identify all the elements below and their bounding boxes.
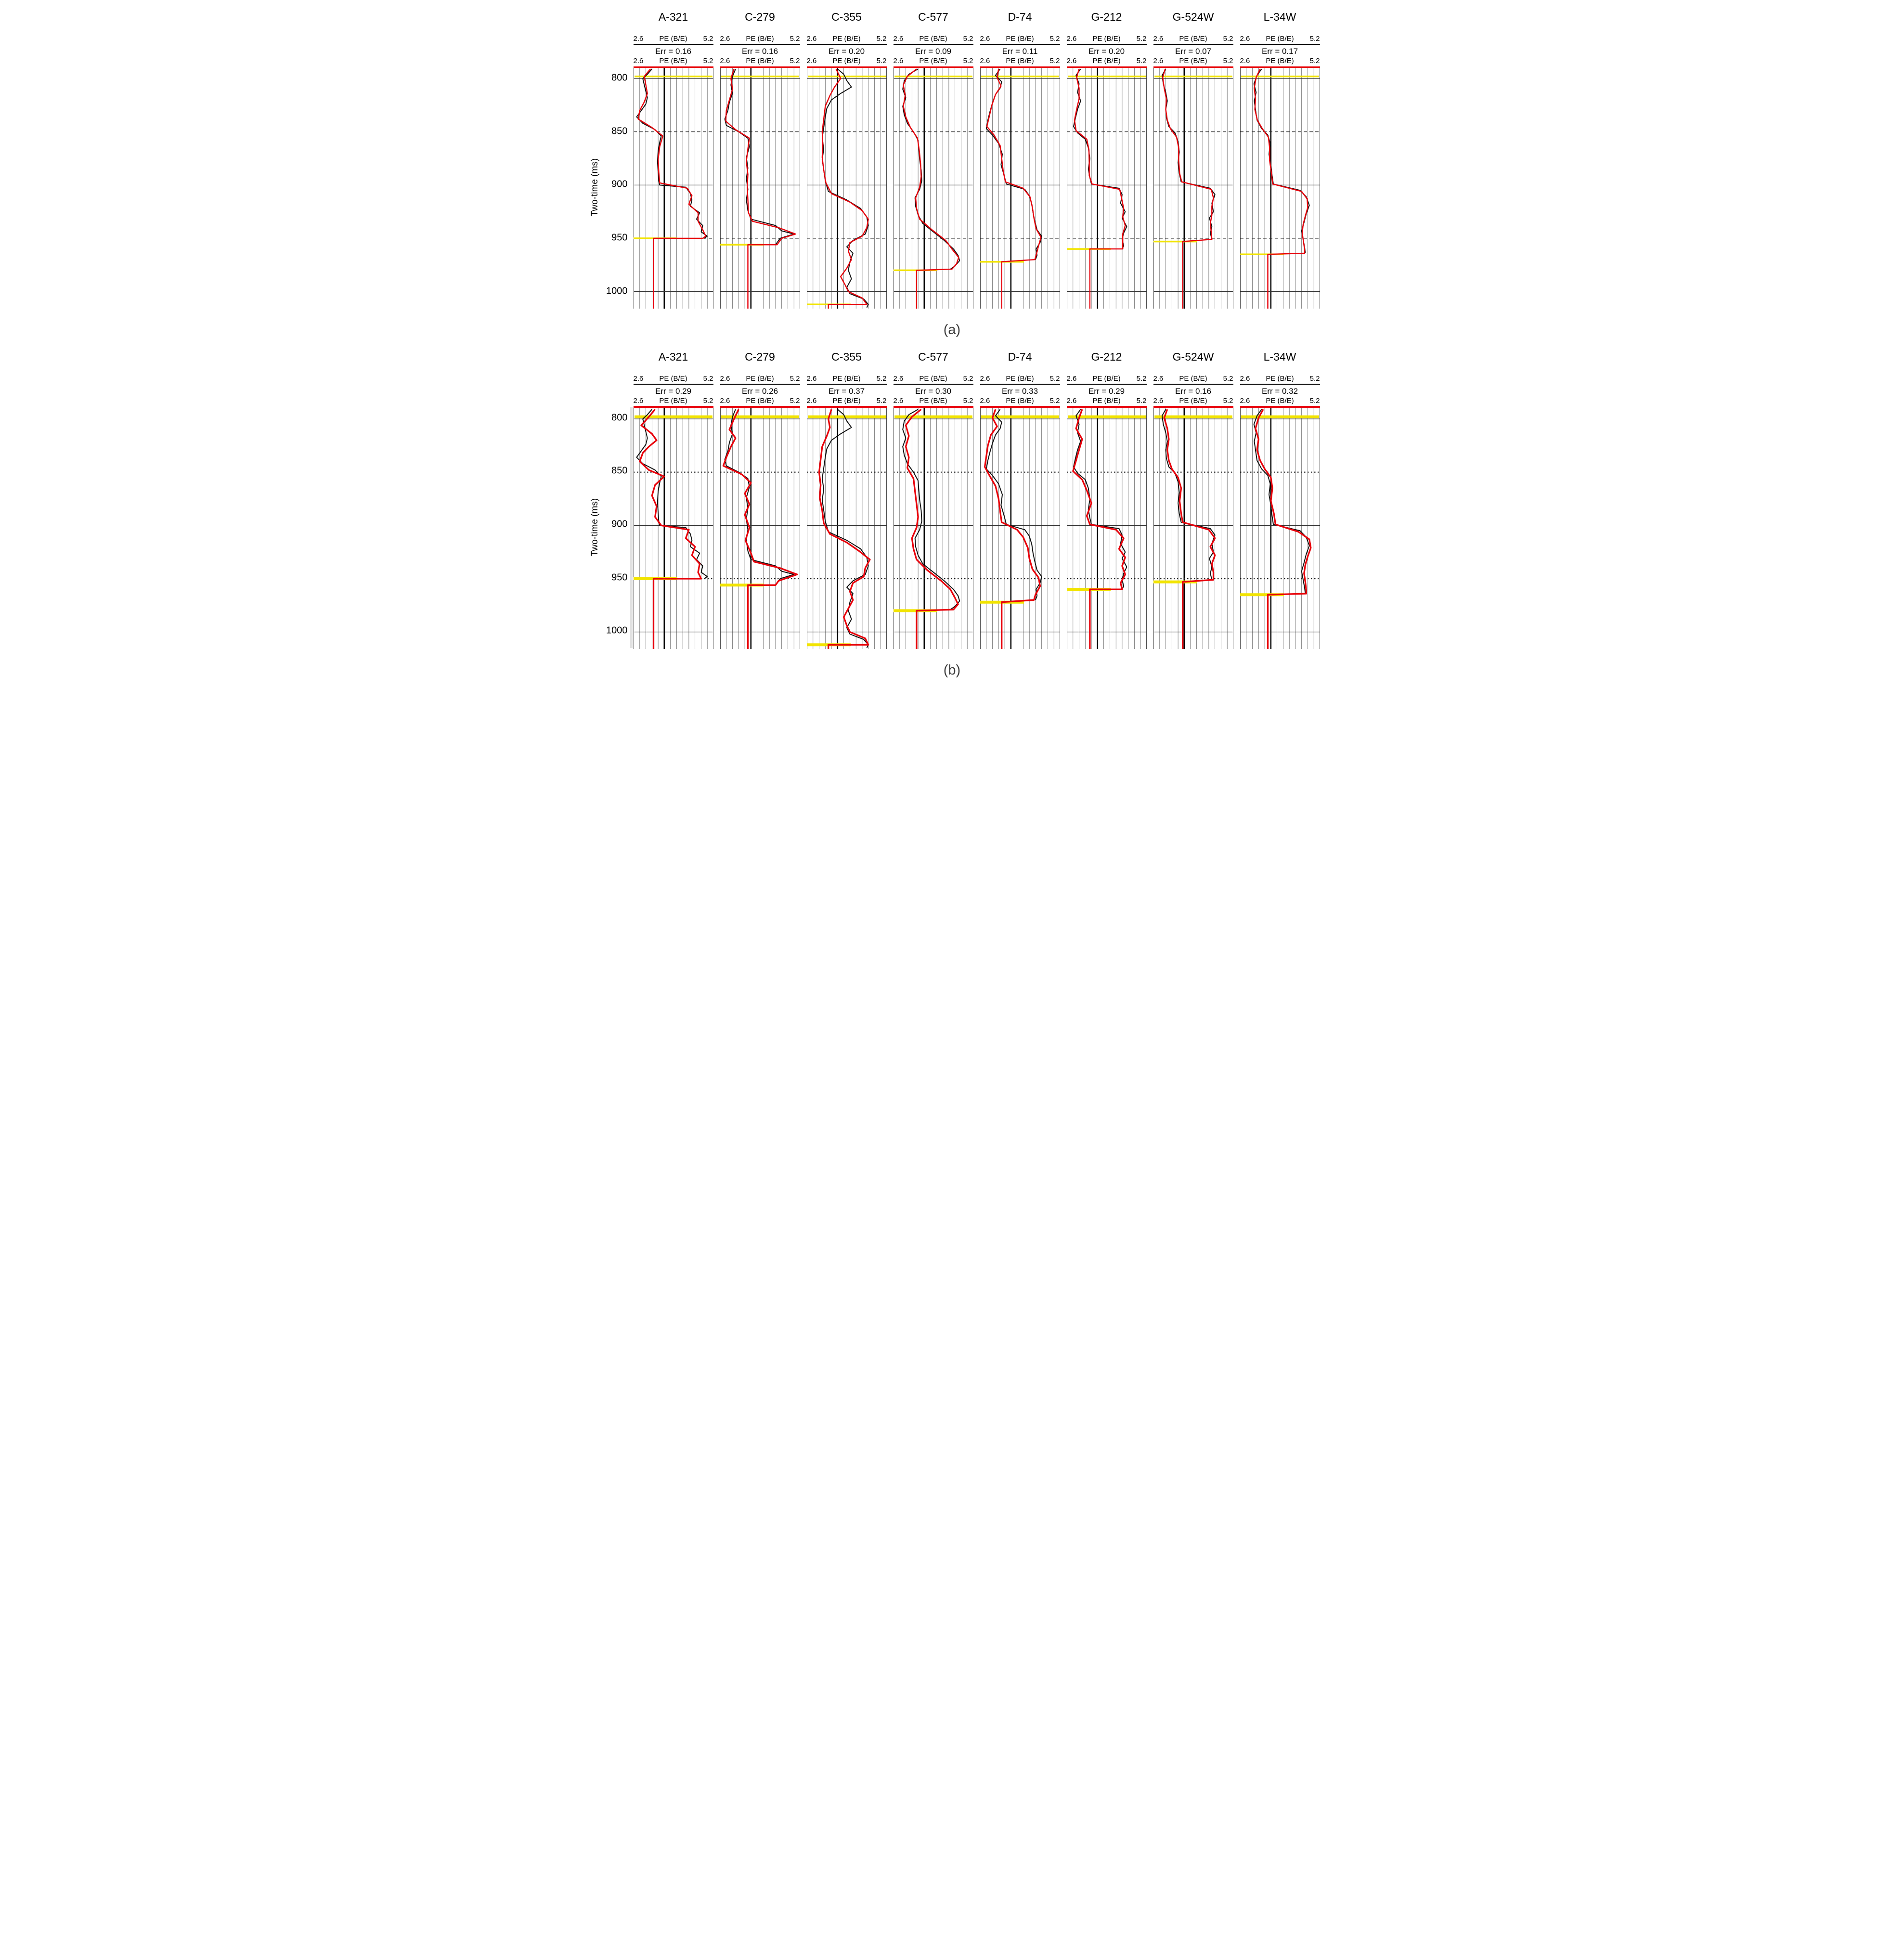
scale-title: PE (B/E) xyxy=(919,57,947,65)
log-plot xyxy=(1153,68,1233,309)
y-axis-title: Two-time (ms) xyxy=(589,158,600,217)
scale-max-label: 5.2 xyxy=(1223,374,1233,383)
predicted-curve xyxy=(984,409,1040,649)
predicted-curve xyxy=(1073,409,1125,649)
scale-min-label: 2.6 xyxy=(806,396,817,405)
well-name: G-212 xyxy=(1091,11,1122,23)
scale-max-label: 5.2 xyxy=(1049,35,1060,43)
log-plot xyxy=(980,408,1060,649)
log-plot xyxy=(807,408,887,649)
scale-max-label: 5.2 xyxy=(1049,57,1060,65)
log-plot xyxy=(1067,408,1147,649)
scale-max-label: 5.2 xyxy=(963,35,973,43)
predicted-curve xyxy=(1254,69,1308,309)
error-label: Err = 0.33 xyxy=(1001,386,1038,396)
scale-min-label: 2.6 xyxy=(806,374,817,383)
log-plot xyxy=(720,408,800,649)
scale-min-label: 2.6 xyxy=(720,35,730,43)
scale-min-label: 2.6 xyxy=(980,57,990,65)
scale-max-label: 5.2 xyxy=(790,396,800,405)
scale-title: PE (B/E) xyxy=(919,374,947,383)
scale-row-top xyxy=(1240,375,1320,385)
well-track-A-321 xyxy=(634,349,713,649)
header-spacer xyxy=(720,25,800,35)
scale-min-label: 2.6 xyxy=(633,374,644,383)
scale-max-label: 5.2 xyxy=(703,57,713,65)
scale-title: PE (B/E) xyxy=(832,57,861,65)
header-spacer xyxy=(894,25,973,35)
y-tick-900: 900 xyxy=(611,179,628,190)
scale-max-label: 5.2 xyxy=(1136,35,1147,43)
scale-row-bottom xyxy=(980,397,1060,408)
scale-row-bottom xyxy=(1153,57,1233,67)
scale-title: PE (B/E) xyxy=(659,35,687,43)
scale-title: PE (B/E) xyxy=(659,57,687,65)
well-track-C-577 xyxy=(894,349,973,649)
well-track-G-524W xyxy=(1153,9,1233,309)
scale-min-label: 2.6 xyxy=(1066,396,1077,405)
log-plot xyxy=(634,68,713,309)
error-label: Err = 0.29 xyxy=(655,386,692,396)
scale-title: PE (B/E) xyxy=(746,396,774,405)
scale-row-bottom xyxy=(720,397,800,408)
scale-max-label: 5.2 xyxy=(790,374,800,383)
scale-max-label: 5.2 xyxy=(790,35,800,43)
predicted-curve xyxy=(906,409,958,649)
scale-row-bottom xyxy=(1067,397,1147,408)
well-name: L-34W xyxy=(1263,350,1296,363)
scale-min-label: 2.6 xyxy=(1240,35,1250,43)
well-track-C-577 xyxy=(894,9,973,309)
scale-title: PE (B/E) xyxy=(919,35,947,43)
scale-max-label: 5.2 xyxy=(876,396,887,405)
scale-min-label: 2.6 xyxy=(1066,57,1077,65)
error-label: Err = 0.30 xyxy=(915,386,952,396)
scale-min-label: 2.6 xyxy=(806,57,817,65)
well-name: D-74 xyxy=(1008,350,1032,363)
scale-title: PE (B/E) xyxy=(832,374,861,383)
header-spacer xyxy=(807,365,887,375)
header-spacer xyxy=(1153,25,1233,35)
well-track-G-524W xyxy=(1153,349,1233,649)
header-spacer xyxy=(980,25,1060,35)
scale-title: PE (B/E) xyxy=(1006,35,1034,43)
scale-min-label: 2.6 xyxy=(1066,374,1077,383)
scale-max-label: 5.2 xyxy=(963,57,973,65)
well-name: C-577 xyxy=(918,350,948,363)
header-spacer xyxy=(1240,25,1320,35)
scale-row-top xyxy=(634,35,713,45)
well-track-G-212 xyxy=(1067,349,1147,649)
error-label: Err = 0.07 xyxy=(1175,47,1212,56)
measured-curve xyxy=(1074,409,1127,589)
scale-min-label: 2.6 xyxy=(1240,374,1250,383)
measured-curve xyxy=(1254,409,1309,594)
log-plot xyxy=(1240,68,1320,309)
error-label: Err = 0.20 xyxy=(1088,47,1125,56)
scale-title: PE (B/E) xyxy=(1179,57,1207,65)
well-name: C-279 xyxy=(745,11,775,23)
scale-max-label: 5.2 xyxy=(1136,57,1147,65)
predicted-curve xyxy=(638,69,705,309)
well-name: G-524W xyxy=(1172,350,1214,363)
error-label: Err = 0.11 xyxy=(1002,47,1038,56)
scale-row-bottom xyxy=(807,397,887,408)
scale-min-label: 2.6 xyxy=(633,396,644,405)
scale-title: PE (B/E) xyxy=(919,396,947,405)
error-label: Err = 0.16 xyxy=(655,47,692,56)
error-label: Err = 0.32 xyxy=(1261,386,1298,396)
well-name: G-524W xyxy=(1172,11,1214,23)
log-plot xyxy=(894,408,973,649)
scale-row-bottom xyxy=(894,397,973,408)
scale-row-bottom xyxy=(1067,57,1147,67)
header-spacer xyxy=(894,365,973,375)
scale-title: PE (B/E) xyxy=(746,57,774,65)
panel-a xyxy=(577,9,1328,338)
scale-max-label: 5.2 xyxy=(876,374,887,383)
well-name: L-34W xyxy=(1263,11,1296,23)
scale-row-top xyxy=(1153,375,1233,385)
scale-row-bottom xyxy=(894,57,973,67)
scale-min-label: 2.6 xyxy=(720,374,730,383)
error-label: Err = 0.16 xyxy=(741,47,778,56)
well-track-D-74 xyxy=(980,9,1060,309)
log-plot xyxy=(980,68,1060,309)
measured-curve xyxy=(1074,69,1127,249)
predicted-curve xyxy=(987,69,1041,309)
y-tick-950: 950 xyxy=(611,232,628,243)
predicted-curve xyxy=(903,69,958,309)
y-tick-950: 950 xyxy=(611,572,628,583)
header-spacer xyxy=(980,365,1060,375)
log-plot xyxy=(807,68,887,309)
log-plot xyxy=(894,68,973,309)
scale-title: PE (B/E) xyxy=(1006,57,1034,65)
scale-row-bottom xyxy=(980,57,1060,67)
panel-b xyxy=(577,349,1328,679)
error-label: Err = 0.20 xyxy=(828,47,865,56)
y-tick-1000: 1000 xyxy=(606,625,628,636)
scale-row-top xyxy=(894,35,973,45)
scale-title: PE (B/E) xyxy=(1006,396,1034,405)
measured-curve xyxy=(725,69,794,245)
well-track-G-212 xyxy=(1067,9,1147,309)
scale-row-bottom xyxy=(1240,397,1320,408)
scale-row-top xyxy=(807,35,887,45)
well-track-L-34W xyxy=(1240,9,1320,309)
scale-title: PE (B/E) xyxy=(1266,396,1294,405)
scale-title: PE (B/E) xyxy=(659,396,687,405)
predicted-curve xyxy=(725,69,795,309)
scale-min-label: 2.6 xyxy=(980,35,990,43)
header-spacer xyxy=(1153,365,1233,375)
scale-min-label: 2.6 xyxy=(1066,35,1077,43)
scale-row-top xyxy=(980,375,1060,385)
scale-row-top xyxy=(720,375,800,385)
y-tick-800: 800 xyxy=(611,72,628,83)
scale-max-label: 5.2 xyxy=(876,35,887,43)
log-plot xyxy=(1067,68,1147,309)
scale-min-label: 2.6 xyxy=(980,374,990,383)
well-track-A-321 xyxy=(634,9,713,309)
scale-row-top xyxy=(1067,35,1147,45)
error-label: Err = 0.16 xyxy=(1175,386,1212,396)
scale-min-label: 2.6 xyxy=(1153,374,1164,383)
scale-row-bottom xyxy=(634,397,713,408)
scale-row-top xyxy=(894,375,973,385)
tracks-panel-b xyxy=(634,349,1320,649)
scale-max-label: 5.2 xyxy=(963,374,973,383)
log-plot xyxy=(1153,408,1233,649)
well-name: A-321 xyxy=(658,11,688,23)
scale-min-label: 2.6 xyxy=(633,35,644,43)
panel-a-caption: (a) xyxy=(943,322,961,337)
measured-curve xyxy=(1254,69,1309,253)
figure xyxy=(573,0,1332,703)
log-plot xyxy=(720,68,800,309)
y-axis-a xyxy=(577,9,634,308)
scale-max-label: 5.2 xyxy=(876,57,887,65)
well-name: C-279 xyxy=(745,350,775,363)
log-plot xyxy=(1240,408,1320,649)
header-spacer xyxy=(1067,365,1147,375)
scale-title: PE (B/E) xyxy=(1092,396,1121,405)
scale-max-label: 5.2 xyxy=(1049,396,1060,405)
scale-row-top xyxy=(1067,375,1147,385)
scale-max-label: 5.2 xyxy=(703,35,713,43)
scale-min-label: 2.6 xyxy=(893,374,904,383)
well-name: A-321 xyxy=(658,350,688,363)
error-label: Err = 0.17 xyxy=(1261,47,1298,56)
scale-min-label: 2.6 xyxy=(893,35,904,43)
scale-max-label: 5.2 xyxy=(1223,396,1233,405)
scale-row-top xyxy=(807,375,887,385)
scale-title: PE (B/E) xyxy=(746,35,774,43)
y-tick-850: 850 xyxy=(611,126,628,137)
scale-title: PE (B/E) xyxy=(1092,374,1121,383)
scale-max-label: 5.2 xyxy=(790,57,800,65)
scale-max-label: 5.2 xyxy=(1136,374,1147,383)
scale-title: PE (B/E) xyxy=(659,374,687,383)
scale-max-label: 5.2 xyxy=(1223,57,1233,65)
well-name: G-212 xyxy=(1091,350,1122,363)
scale-max-label: 5.2 xyxy=(1309,35,1320,43)
scale-title: PE (B/E) xyxy=(1092,35,1121,43)
well-track-C-355 xyxy=(807,9,887,309)
well-name: C-577 xyxy=(918,11,948,23)
scale-row-bottom xyxy=(807,57,887,67)
scale-title: PE (B/E) xyxy=(1266,57,1294,65)
scale-min-label: 2.6 xyxy=(1153,396,1164,405)
y-tick-1000: 1000 xyxy=(606,286,628,297)
scale-title: PE (B/E) xyxy=(1266,374,1294,383)
y-axis-b xyxy=(577,349,634,648)
predicted-curve xyxy=(1163,69,1213,309)
well-name: C-355 xyxy=(831,11,862,23)
y-tick-850: 850 xyxy=(611,465,628,476)
predicted-curve xyxy=(723,409,797,649)
header-spacer xyxy=(1067,25,1147,35)
scale-title: PE (B/E) xyxy=(1006,374,1034,383)
error-label: Err = 0.26 xyxy=(741,386,778,396)
measured-curve xyxy=(822,409,868,648)
scale-title: PE (B/E) xyxy=(746,374,774,383)
scale-row-top xyxy=(720,35,800,45)
scale-max-label: 5.2 xyxy=(1223,35,1233,43)
well-track-D-74 xyxy=(980,349,1060,649)
scale-min-label: 2.6 xyxy=(806,35,817,43)
header-spacer xyxy=(807,25,887,35)
measured-curve xyxy=(636,409,707,579)
well-name: D-74 xyxy=(1008,11,1032,23)
scale-min-label: 2.6 xyxy=(1153,35,1164,43)
scale-min-label: 2.6 xyxy=(893,396,904,405)
scale-max-label: 5.2 xyxy=(703,374,713,383)
scale-min-label: 2.6 xyxy=(633,57,644,65)
scale-max-label: 5.2 xyxy=(1309,57,1320,65)
header-spacer xyxy=(634,25,713,35)
well-track-L-34W xyxy=(1240,349,1320,649)
scale-row-bottom xyxy=(634,57,713,67)
error-label: Err = 0.29 xyxy=(1088,386,1125,396)
header-spacer xyxy=(1240,365,1320,375)
scale-max-label: 5.2 xyxy=(1309,396,1320,405)
scale-min-label: 2.6 xyxy=(1240,396,1250,405)
header-spacer xyxy=(720,365,800,375)
error-label: Err = 0.37 xyxy=(828,386,865,396)
scale-title: PE (B/E) xyxy=(1179,35,1207,43)
scale-row-top xyxy=(1240,35,1320,45)
scale-title: PE (B/E) xyxy=(832,396,861,405)
scale-title: PE (B/E) xyxy=(1179,374,1207,383)
scale-min-label: 2.6 xyxy=(1240,57,1250,65)
scale-row-top xyxy=(1153,35,1233,45)
measured-curve xyxy=(1162,409,1215,580)
scale-title: PE (B/E) xyxy=(1179,396,1207,405)
scale-row-top xyxy=(980,35,1060,45)
well-track-C-279 xyxy=(720,349,800,649)
scale-row-bottom xyxy=(1153,397,1233,408)
scale-max-label: 5.2 xyxy=(1049,374,1060,383)
tracks-panel-a xyxy=(634,9,1320,309)
measured-curve xyxy=(903,69,959,269)
scale-row-bottom xyxy=(1240,57,1320,67)
error-label: Err = 0.09 xyxy=(915,47,952,56)
panel-b-caption: (b) xyxy=(943,662,961,678)
scale-row-top xyxy=(634,375,713,385)
predicted-curve xyxy=(1075,69,1125,309)
scale-min-label: 2.6 xyxy=(893,57,904,65)
y-tick-900: 900 xyxy=(611,519,628,530)
header-spacer xyxy=(634,365,713,375)
scale-title: PE (B/E) xyxy=(1266,35,1294,43)
measured-curve xyxy=(903,409,959,610)
measured-curve xyxy=(725,409,794,585)
scale-max-label: 5.2 xyxy=(1136,396,1147,405)
well-track-C-279 xyxy=(720,9,800,309)
scale-max-label: 5.2 xyxy=(1309,374,1320,383)
scale-title: PE (B/E) xyxy=(1092,57,1121,65)
scale-title: PE (B/E) xyxy=(832,35,861,43)
scale-min-label: 2.6 xyxy=(720,396,730,405)
scale-row-bottom xyxy=(720,57,800,67)
scale-max-label: 5.2 xyxy=(703,396,713,405)
scale-min-label: 2.6 xyxy=(980,396,990,405)
scale-max-label: 5.2 xyxy=(963,396,973,405)
scale-min-label: 2.6 xyxy=(720,57,730,65)
scale-min-label: 2.6 xyxy=(1153,57,1164,65)
well-name: C-355 xyxy=(831,350,862,363)
y-axis-title: Two-time (ms) xyxy=(589,498,600,556)
y-tick-800: 800 xyxy=(611,412,628,423)
measured-curve xyxy=(1162,69,1215,239)
log-plot xyxy=(634,408,713,649)
well-track-C-355 xyxy=(807,349,887,649)
